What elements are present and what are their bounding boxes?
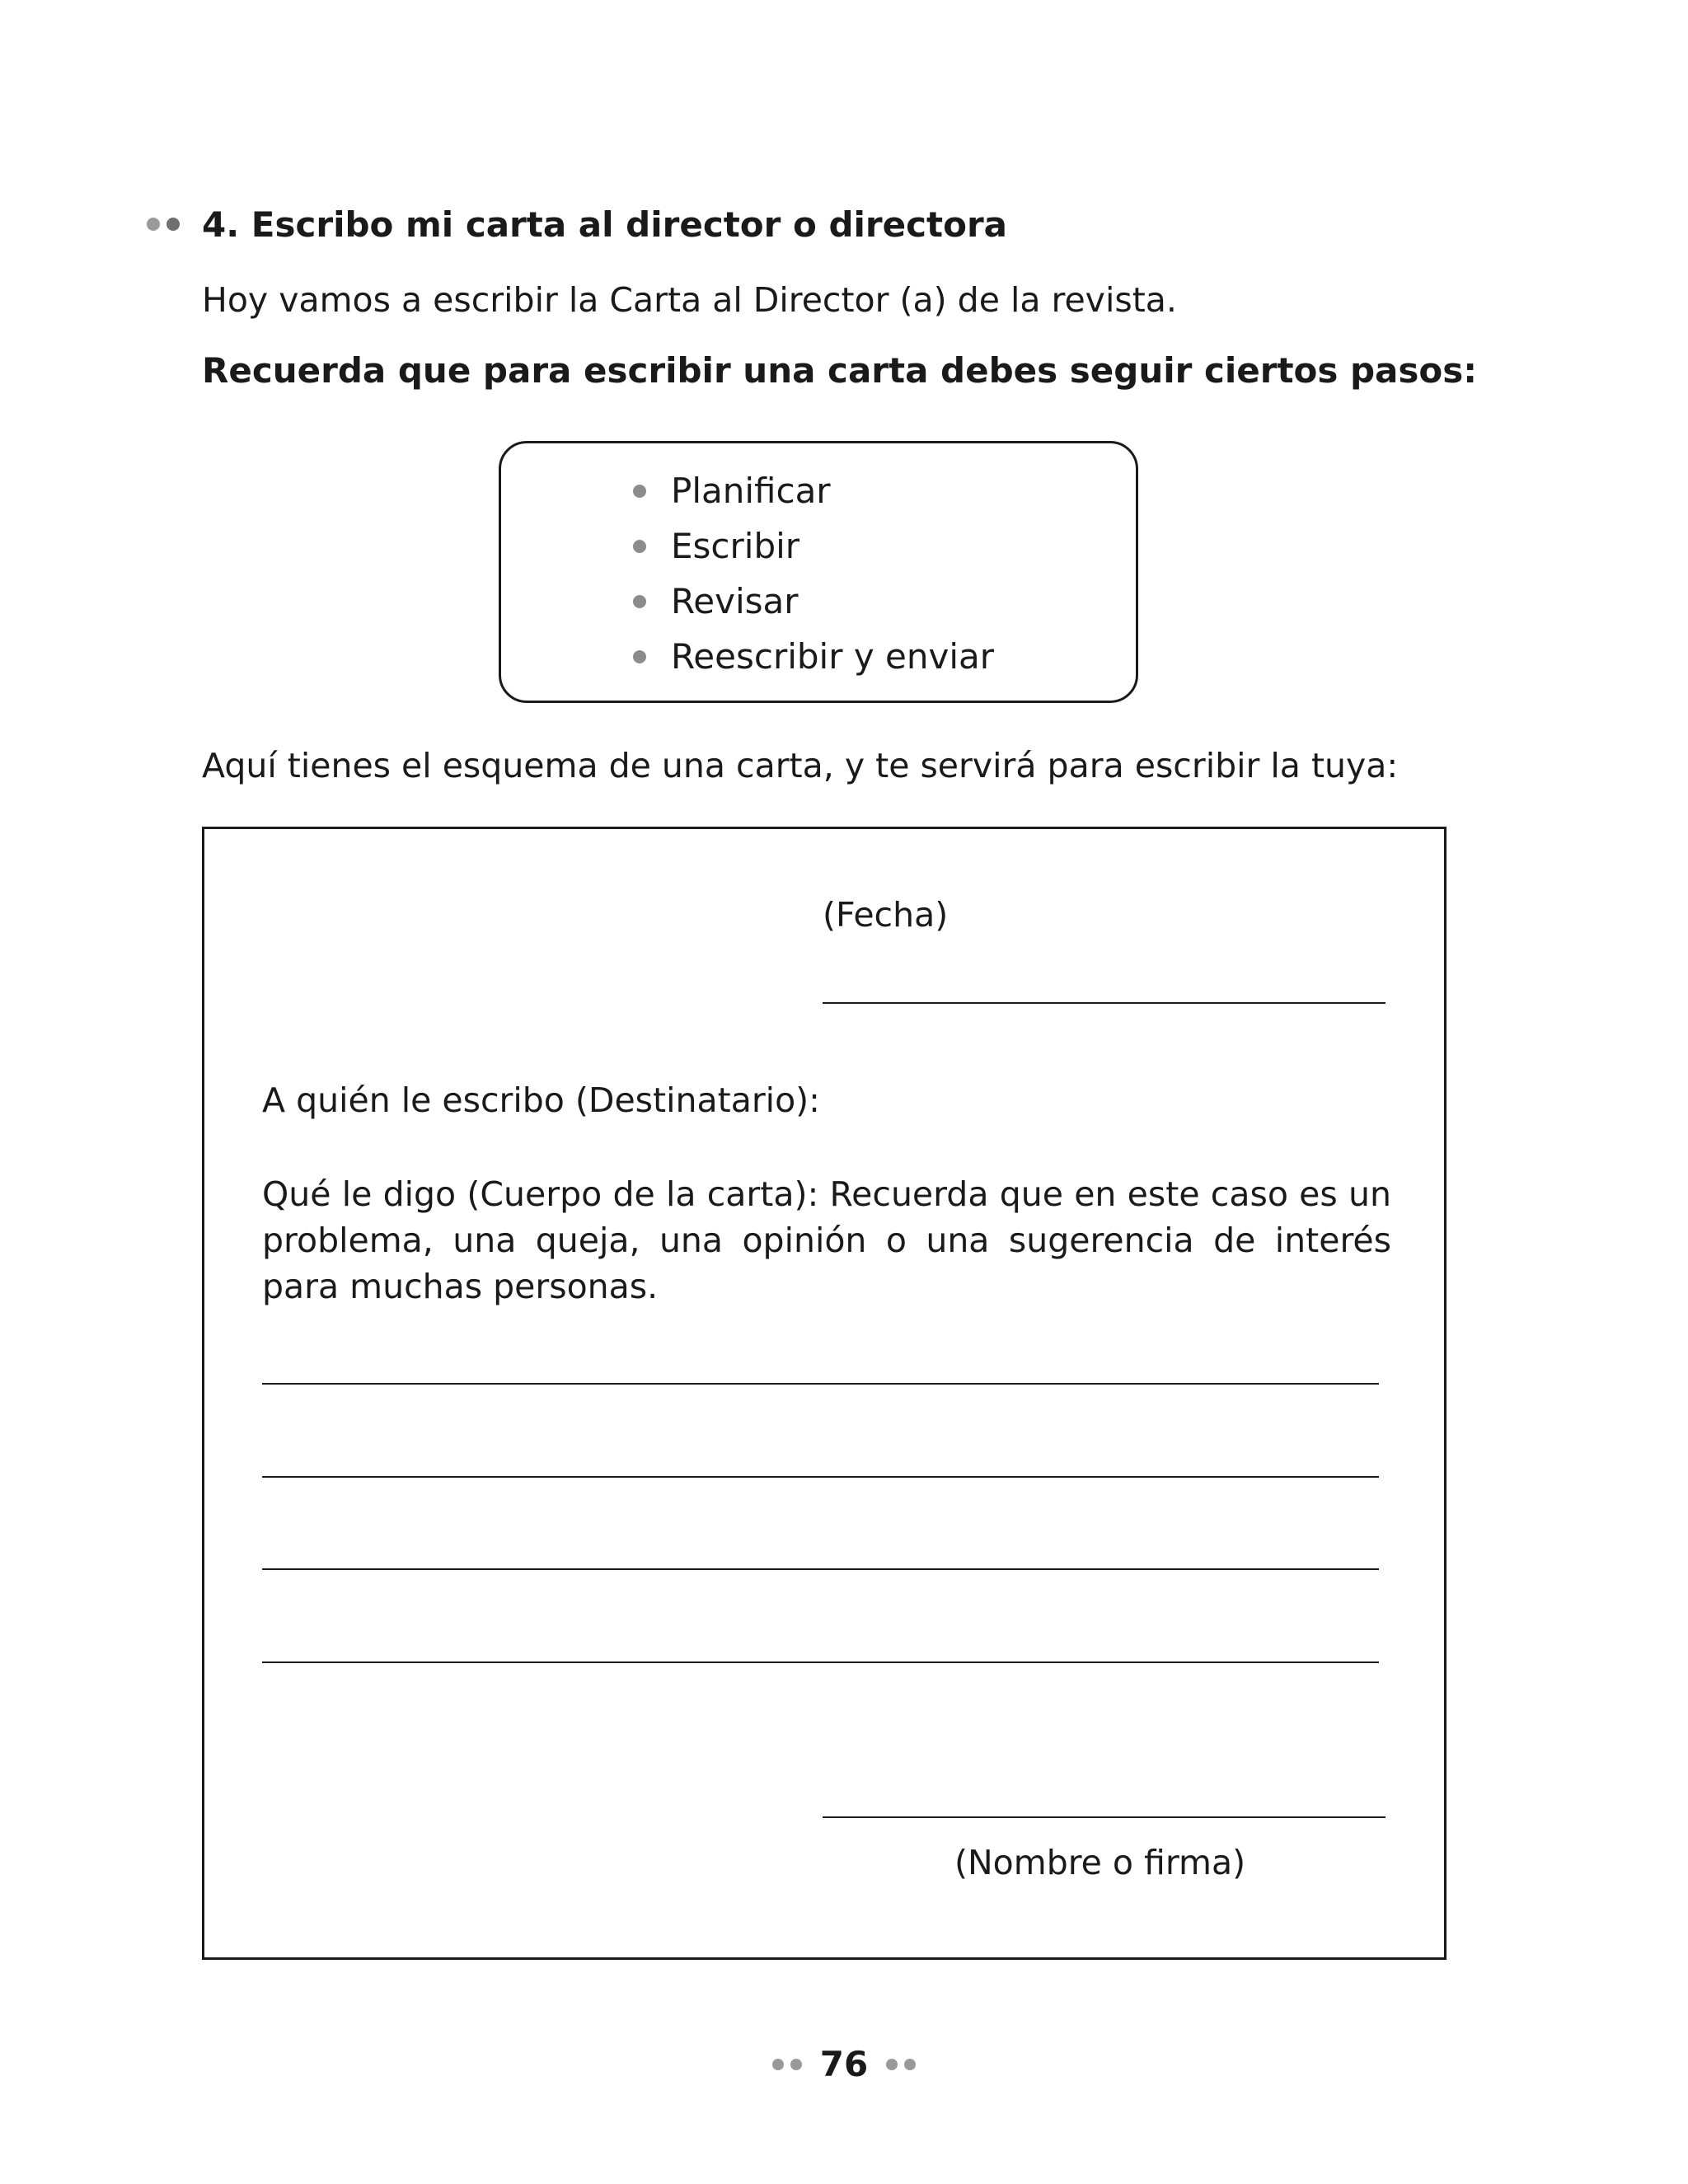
step-item — [633, 629, 994, 684]
letter-template-box — [202, 827, 1447, 1960]
date-writing-line[interactable] — [823, 1002, 1386, 1004]
bullet-dot-icon — [147, 218, 160, 231]
intro-text: Hoy vamos a escribir la Carta al Director (a) de la revista. — [202, 280, 1177, 320]
signature-writing-line[interactable] — [823, 1816, 1386, 1818]
bullet-dot-icon — [904, 2059, 916, 2070]
step-label: Escribir — [671, 526, 800, 566]
bullet-icon — [633, 485, 646, 498]
section-title: 4. Escribo mi carta al director o directora — [202, 204, 1008, 245]
step-item — [633, 518, 994, 574]
body-writing-line[interactable] — [262, 1661, 1379, 1663]
reminder-text: Recuerda que para escribir una carta debes seguir ciertos pasos: — [202, 350, 1478, 391]
steps-box — [499, 441, 1138, 703]
footer-dots-right — [886, 2059, 916, 2070]
footer-dots-left — [772, 2059, 802, 2070]
step-label: Planificar — [671, 471, 831, 511]
page-footer — [0, 2044, 1688, 2084]
bullet-dot-icon — [772, 2059, 784, 2070]
bullet-dot-icon — [886, 2059, 898, 2070]
body-writing-line[interactable] — [262, 1383, 1379, 1385]
step-label: Reescribir y enviar — [671, 636, 995, 677]
date-label: (Fecha) — [823, 895, 949, 935]
bullet-icon — [633, 595, 646, 608]
body-writing-line[interactable] — [262, 1568, 1379, 1570]
step-label: Revisar — [671, 581, 799, 621]
bullet-icon — [633, 540, 646, 553]
steps-list — [633, 463, 994, 684]
recipient-label: A quién le escribo (Destinatario): — [262, 1080, 820, 1120]
page-number: 76 — [819, 2044, 869, 2084]
bullet-icon — [633, 650, 646, 663]
bullet-dot-icon — [166, 218, 180, 231]
heading-bullet-dots — [147, 218, 180, 231]
bullet-dot-icon — [790, 2059, 802, 2070]
body-label: Qué le digo (Cuerpo de la carta): Recuerda que en este caso es un problema, una queja, una opinión o una sugerencia de interés para muchas personas. — [262, 1174, 1391, 1306]
step-item — [633, 574, 994, 629]
body-writing-line[interactable] — [262, 1476, 1379, 1478]
schema-intro-text: Aquí tienes el esquema de una carta, y te servirá para escribir la tuya: — [202, 746, 1399, 785]
step-item — [633, 463, 994, 518]
signature-label: (Nombre o firma) — [954, 1843, 1246, 1882]
